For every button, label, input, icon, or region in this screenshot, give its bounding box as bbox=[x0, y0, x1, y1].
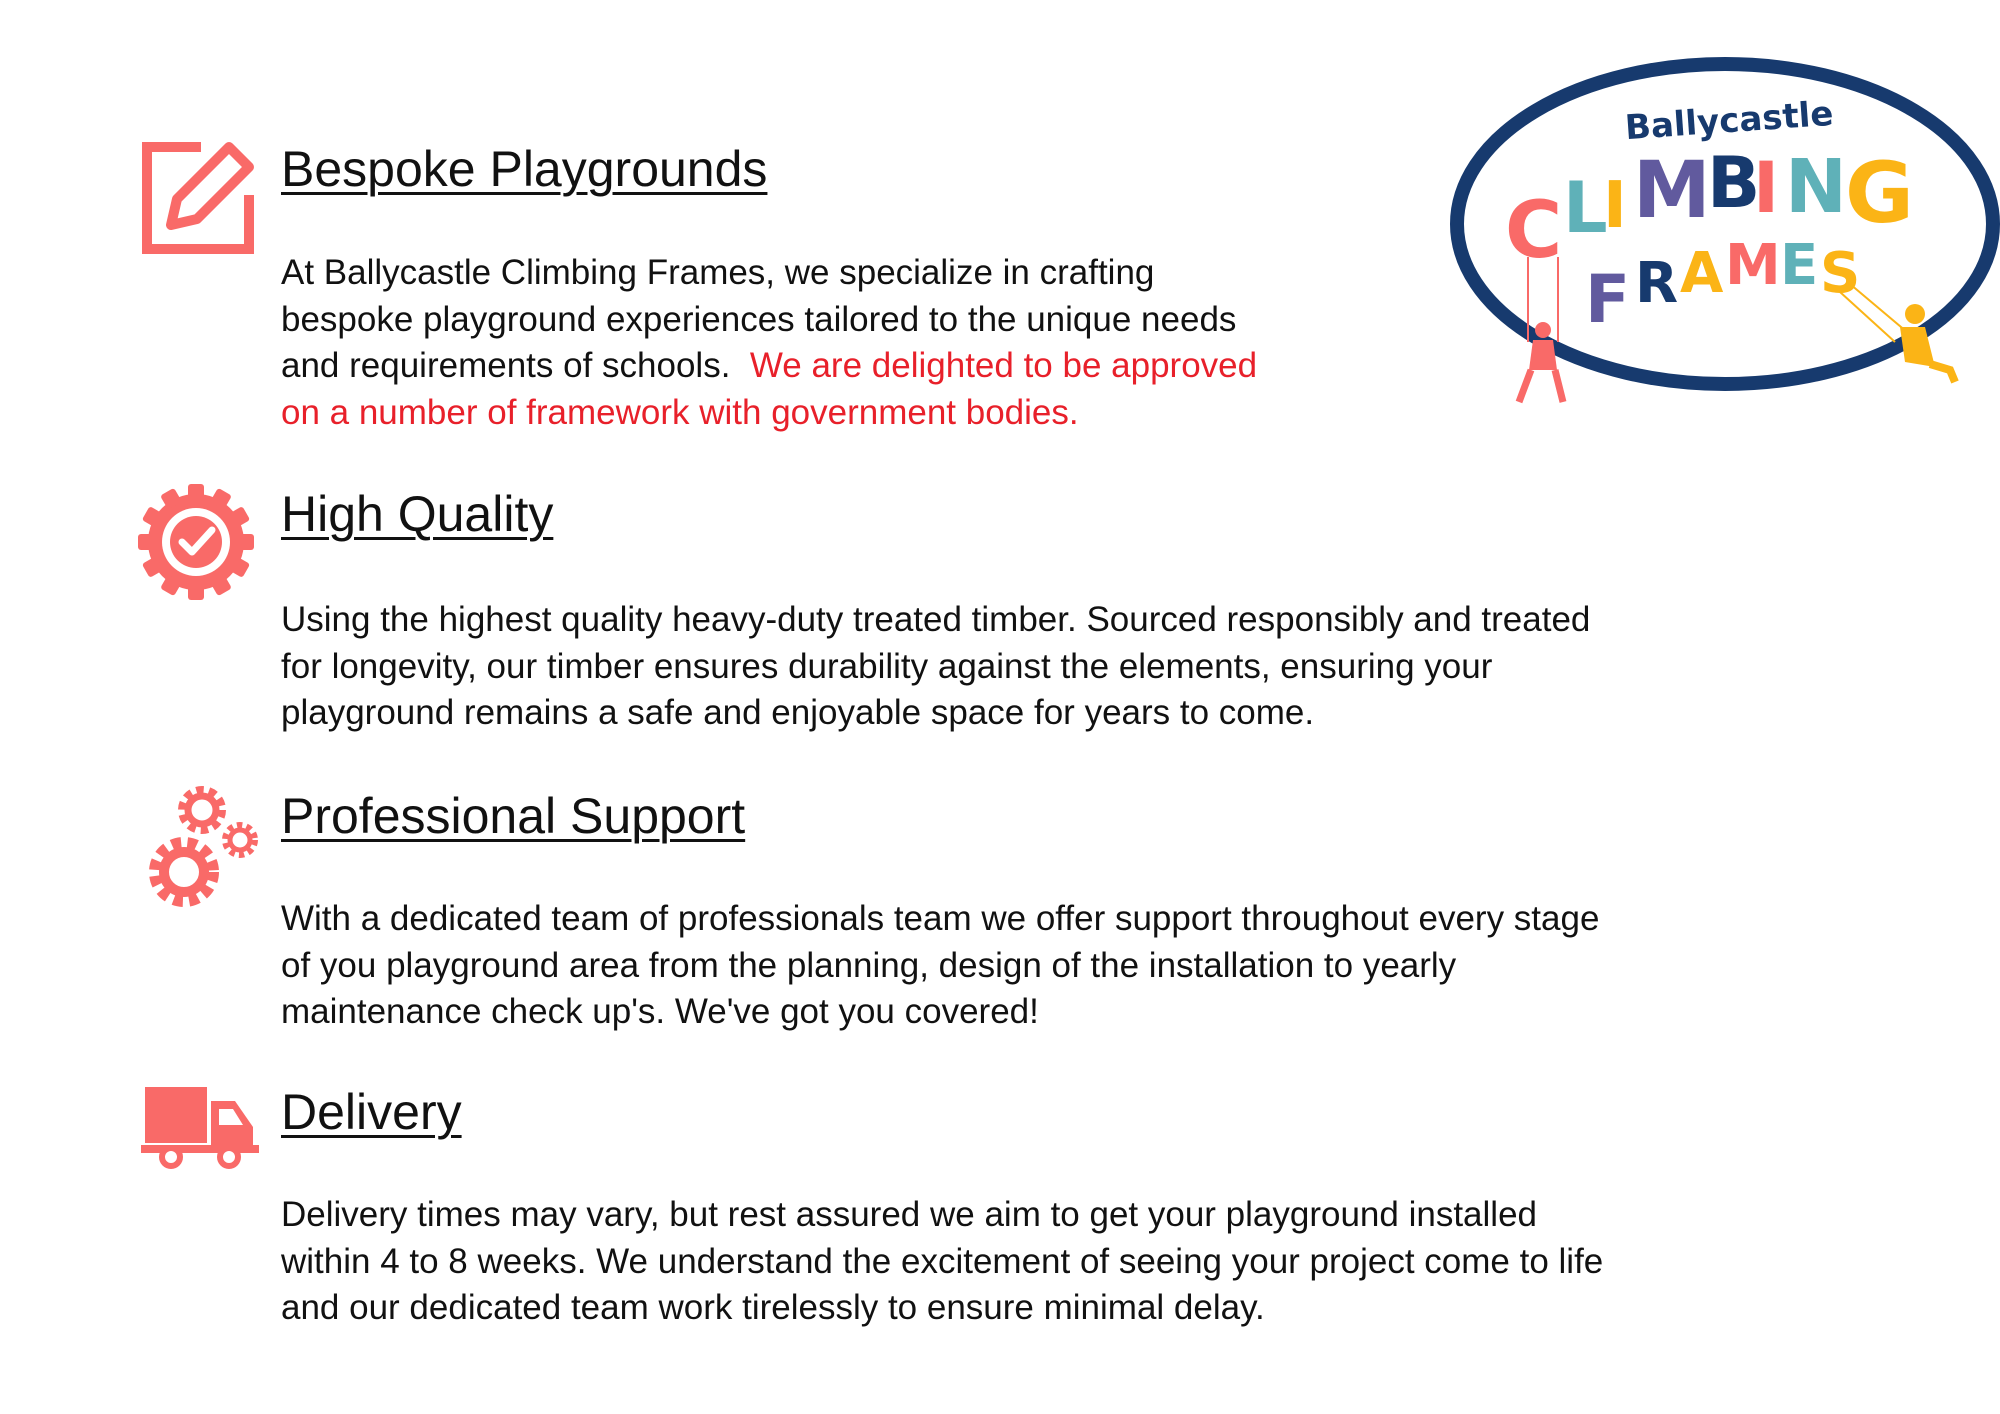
svg-text:G: G bbox=[1845, 144, 1914, 242]
body-line: With a dedicated team of professionals team we offer support throughout every stage bbox=[281, 899, 1600, 938]
body-line: of you playground area from the planning, design of the installation to yearly bbox=[281, 945, 1457, 985]
body-line: maintenance check up's. We've got you covered! bbox=[281, 992, 1039, 1031]
quality-badge-icon bbox=[138, 484, 254, 600]
svg-text:A: A bbox=[1680, 241, 1724, 306]
svg-text:M: M bbox=[1725, 233, 1781, 298]
svg-text:I: I bbox=[1753, 147, 1780, 229]
body-line: At Ballycastle Climbing Frames, we specialize in crafting bbox=[281, 253, 1155, 292]
svg-text:Ballycastle: Ballycastle bbox=[1623, 93, 1835, 149]
svg-text:C: C bbox=[1505, 186, 1563, 276]
svg-text:F: F bbox=[1585, 261, 1631, 338]
body-line: within 4 to 8 weeks. We understand the excitement of seeing your project come to life bbox=[281, 1241, 1604, 1281]
svg-text:L: L bbox=[1563, 167, 1608, 249]
svg-text:E: E bbox=[1780, 233, 1819, 298]
section-title-bespoke-playgrounds: Bespoke Playgrounds bbox=[281, 141, 768, 197]
body-line: Delivery times may vary, but rest assured we aim to get your playground installed bbox=[281, 1195, 1538, 1234]
framework-approval-highlight: We are delighted to be approved bbox=[749, 346, 1258, 385]
body-line: and our dedicated team work tirelessly to ensure minimal delay. bbox=[281, 1288, 1265, 1327]
svg-text:I: I bbox=[1603, 169, 1627, 243]
svg-text:R: R bbox=[1635, 251, 1679, 316]
body-line: playground remains a safe and enjoyable space for years to come. bbox=[281, 693, 1315, 732]
body-line-text: and requirements of schools. bbox=[281, 346, 731, 385]
body-line: bespoke playground experiences tailored to the unique needs bbox=[281, 299, 1237, 339]
body-line: for longevity, our timber ensures durability against the elements, ensuring your bbox=[281, 646, 1493, 686]
section-body-bespoke-playgrounds bbox=[281, 250, 1257, 436]
section-title-high-quality: High Quality bbox=[281, 486, 554, 542]
section-body-high-quality bbox=[281, 597, 1590, 737]
section-title-professional-support: Professional Support bbox=[281, 788, 746, 844]
svg-text:M: M bbox=[1633, 146, 1711, 236]
ballycastle-climbing-frames-logo bbox=[1445, 52, 2000, 422]
section-body-professional-support bbox=[281, 896, 1599, 1036]
body-line bbox=[281, 343, 1257, 390]
svg-text:N: N bbox=[1785, 144, 1847, 230]
edit-icon bbox=[141, 141, 255, 255]
section-title-delivery: Delivery bbox=[281, 1084, 462, 1140]
body-line: Using the highest quality heavy-duty treated timber. Sourced responsibly and treated bbox=[281, 600, 1591, 639]
gears-icon bbox=[140, 780, 260, 915]
svg-text:B: B bbox=[1707, 142, 1761, 224]
delivery-truck-icon bbox=[141, 1087, 261, 1171]
svg-text:S: S bbox=[1820, 241, 1861, 306]
section-body-delivery bbox=[281, 1192, 1603, 1332]
framework-approval-highlight-line: on a number of framework with government bodies. bbox=[281, 392, 1079, 432]
